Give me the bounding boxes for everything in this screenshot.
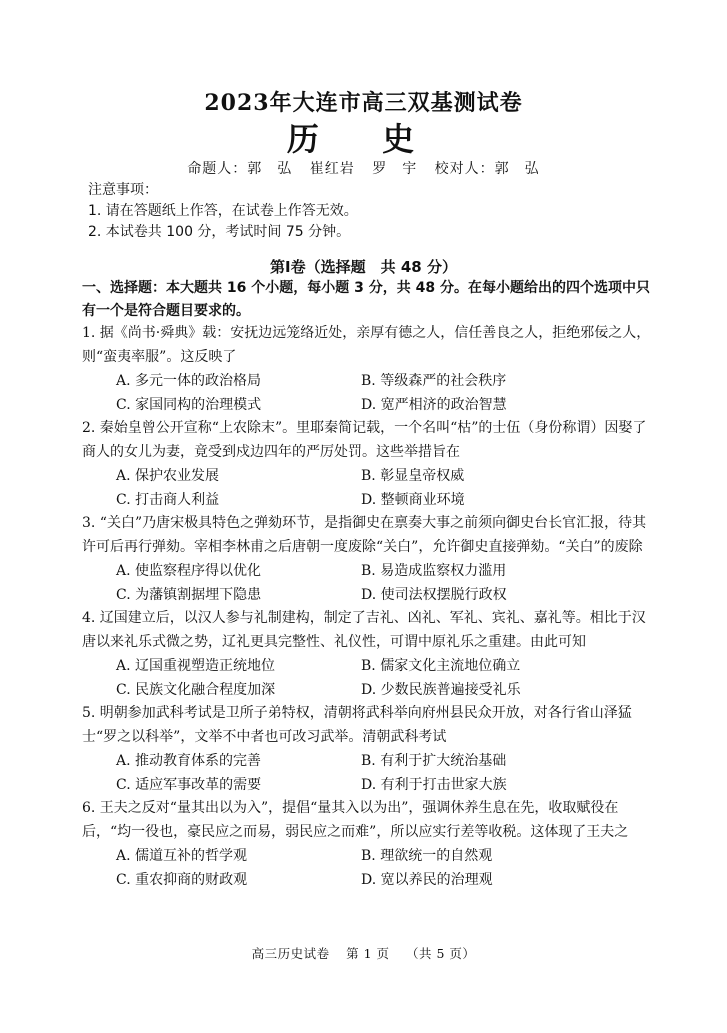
footer-exam-name: 高三历史试卷 xyxy=(251,946,330,961)
option-b: B. 理欲统一的自然观 xyxy=(361,848,493,864)
section-intro: 一、选择题：本大题共 16 个小题，每小题 3 分，共 48 分。在每小题给出的四个选项中只有一个是符合题目要求的。 xyxy=(82,280,650,319)
footer-page-number: 第 1 页 xyxy=(346,946,390,961)
footer-page-total: （共 5 页） xyxy=(405,946,476,961)
question-item xyxy=(82,417,658,512)
exam-title: 2023年大连市高三双基测试卷 xyxy=(204,90,523,116)
option-b: B. 等级森严的社会秩序 xyxy=(361,373,507,389)
option-a: A. 使监察程序得以优化 xyxy=(116,563,262,579)
question-item xyxy=(82,702,658,797)
notice-item: 1. 请在答题纸上作答，在试卷上作答无效。 xyxy=(88,203,358,219)
option-a: A. 辽国重视塑造正统地位 xyxy=(116,658,276,674)
option-c: C. 打击商人利益 xyxy=(116,492,220,508)
option-d: D. 少数民族普遍接受礼乐 xyxy=(361,682,521,698)
option-b: B. 儒家文化主流地位确立 xyxy=(361,658,521,674)
option-a: A. 推动教育体系的完善 xyxy=(116,753,262,769)
setter-3: 罗 宇 xyxy=(372,161,418,177)
option-c: C. 民族文化融合程度加深 xyxy=(116,682,276,698)
option-b: B. 有利于扩大统治基础 xyxy=(361,753,507,769)
section-title: 第Ⅰ卷（选择题 共 48 分） xyxy=(270,258,457,276)
notice-heading: 注意事项： xyxy=(88,182,158,198)
question-stem: 2. 秦始皇曾公开宣称“上农除末”。里耶秦简记载，一个名叫“枯”的士伍（身份称谓）因娶了商人的女儿为妻，竟受到戍边四年的严厉处罚。这些举措旨在 xyxy=(82,420,647,460)
checker-label: 校对人：郭 弘 xyxy=(434,161,540,177)
notice-item: 2. 本试卷共 100 分，考试时间 75 分钟。 xyxy=(88,224,351,240)
option-c: C. 适应军事改革的需要 xyxy=(116,777,262,793)
option-b: B. 彰显皇帝权威 xyxy=(361,468,465,484)
question-stem: 6. 王夫之反对“量其出以为入”，提倡“量其入以为出”，强调休养生息在先，收取赋役在后，“均一役也，豪民应之而易，弱民应之而难”，所以应实行差等收税。这体现了王夫之 xyxy=(82,800,629,840)
option-a: A. 保护农业发展 xyxy=(116,468,220,484)
option-a: A. 多元一体的政治格局 xyxy=(116,373,262,389)
question-options xyxy=(82,559,658,607)
question-options xyxy=(82,369,658,417)
question-options xyxy=(82,464,658,512)
question-list xyxy=(82,322,658,892)
option-c: C. 家国同构的治理模式 xyxy=(116,397,262,413)
subject-title: 历 史 xyxy=(286,120,441,158)
option-d: D. 宽以养民的治理观 xyxy=(361,872,493,888)
option-d: D. 使司法权摆脱行政权 xyxy=(361,587,507,603)
question-item xyxy=(82,512,658,607)
question-item xyxy=(82,797,658,892)
option-d: D. 宽严相济的政治智慧 xyxy=(361,397,507,413)
option-c: C. 重农抑商的财政观 xyxy=(116,872,248,888)
question-options xyxy=(82,654,658,702)
option-a: A. 儒道互补的哲学观 xyxy=(116,848,248,864)
page-footer xyxy=(0,944,727,962)
question-stem: 1. 据《尚书·舜典》载：安抚边远笼络近处，亲厚有德之人，信任善良之人，拒绝邪佞之人，则“蛮夷率服”。这反映了 xyxy=(82,325,651,365)
question-stem: 5. 明朝参加武科考试是卫所子弟特权，清朝将武科举向府州县民众开放，对各行省山泽猛士“罗之以科举”，文举不中者也可改习武举。清朝武科考试 xyxy=(82,705,632,745)
option-b: B. 易造成监察权力滥用 xyxy=(361,563,507,579)
question-options xyxy=(82,844,658,892)
notice-block xyxy=(88,180,358,243)
question-options xyxy=(82,749,658,797)
question-item xyxy=(82,322,658,417)
authors-line xyxy=(0,158,727,178)
setter-2: 崔红岩 xyxy=(309,161,355,177)
option-d: D. 整顿商业环境 xyxy=(361,492,465,508)
option-d: D. 有利于打击世家大族 xyxy=(361,777,507,793)
question-stem: 4. 辽国建立后，以汉人参与礼制建构，制定了吉礼、凶礼、军礼、宾礼、嘉礼等。相比于汉唐以来礼乐式微之势，辽礼更具完整性、礼仪性，可谓中原礼乐之重建。由此可知 xyxy=(82,610,646,650)
question-stem: 3. “关白”乃唐宋极具特色之弹劾环节，是指御史在禀奏大事之前须向御史台长官汇报，待其许可后再行弹劾。宰相李林甫之后唐朝一度废除“关白”，允许御史直接弹劾。“关白”的废除 xyxy=(82,515,647,555)
option-c: C. 为藩镇割据埋下隐患 xyxy=(116,587,262,603)
setter-label: 命题人：郭 弘 xyxy=(187,161,293,177)
question-item xyxy=(82,607,658,702)
